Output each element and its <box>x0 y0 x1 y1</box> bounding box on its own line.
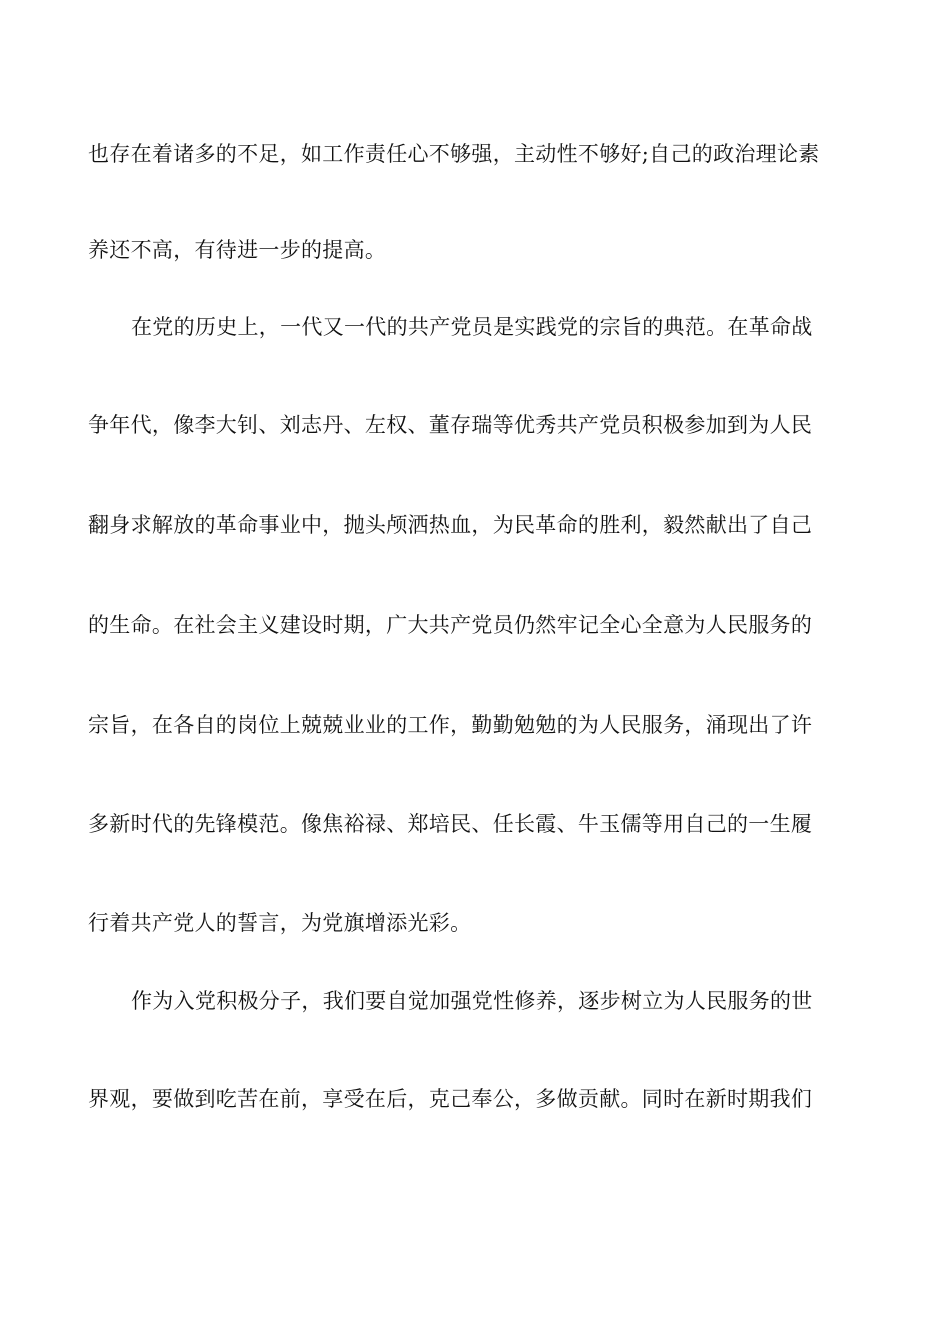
text-line: 翻身求解放的革命事业中，抛头颅洒热血，为民革命的胜利，毅然献出了自己 <box>88 513 813 537</box>
paragraph-start-line: 作为入党积极分子，我们要自觉加强党性修养，逐步树立为人民服务的世 <box>131 989 813 1013</box>
text-line: 行着共产党人的誓言，为党旗增添光彩。 <box>88 911 472 935</box>
text-line: 宗旨，在各自的岗位上兢兢业业的工作，勤勤勉勉的为人民服务，涌现出了许 <box>88 713 813 737</box>
text-line: 争年代，像李大钊、刘志丹、左权、董存瑞等优秀共产党员积极参加到为人民 <box>88 413 813 437</box>
text-line: 养还不高，有待进一步的提高。 <box>88 238 387 262</box>
text-line: 的生命。在社会主义建设时期，广大共产党员仍然牢记全心全意为人民服务的 <box>88 613 813 637</box>
text-line: 也存在着诸多的不足，如工作责任心不够强，主动性不够好;自己的政治理论素 <box>88 142 820 166</box>
paragraph-start-line: 在党的历史上，一代又一代的共产党员是实践党的宗旨的典范。在革命战 <box>131 315 813 339</box>
text-line: 多新时代的先锋模范。像焦裕禄、郑培民、任长霞、牛玉儒等用自己的一生履 <box>88 812 813 836</box>
text-line: 界观，要做到吃苦在前，享受在后，克己奉公，多做贡献。同时在新时期我们 <box>88 1087 813 1111</box>
